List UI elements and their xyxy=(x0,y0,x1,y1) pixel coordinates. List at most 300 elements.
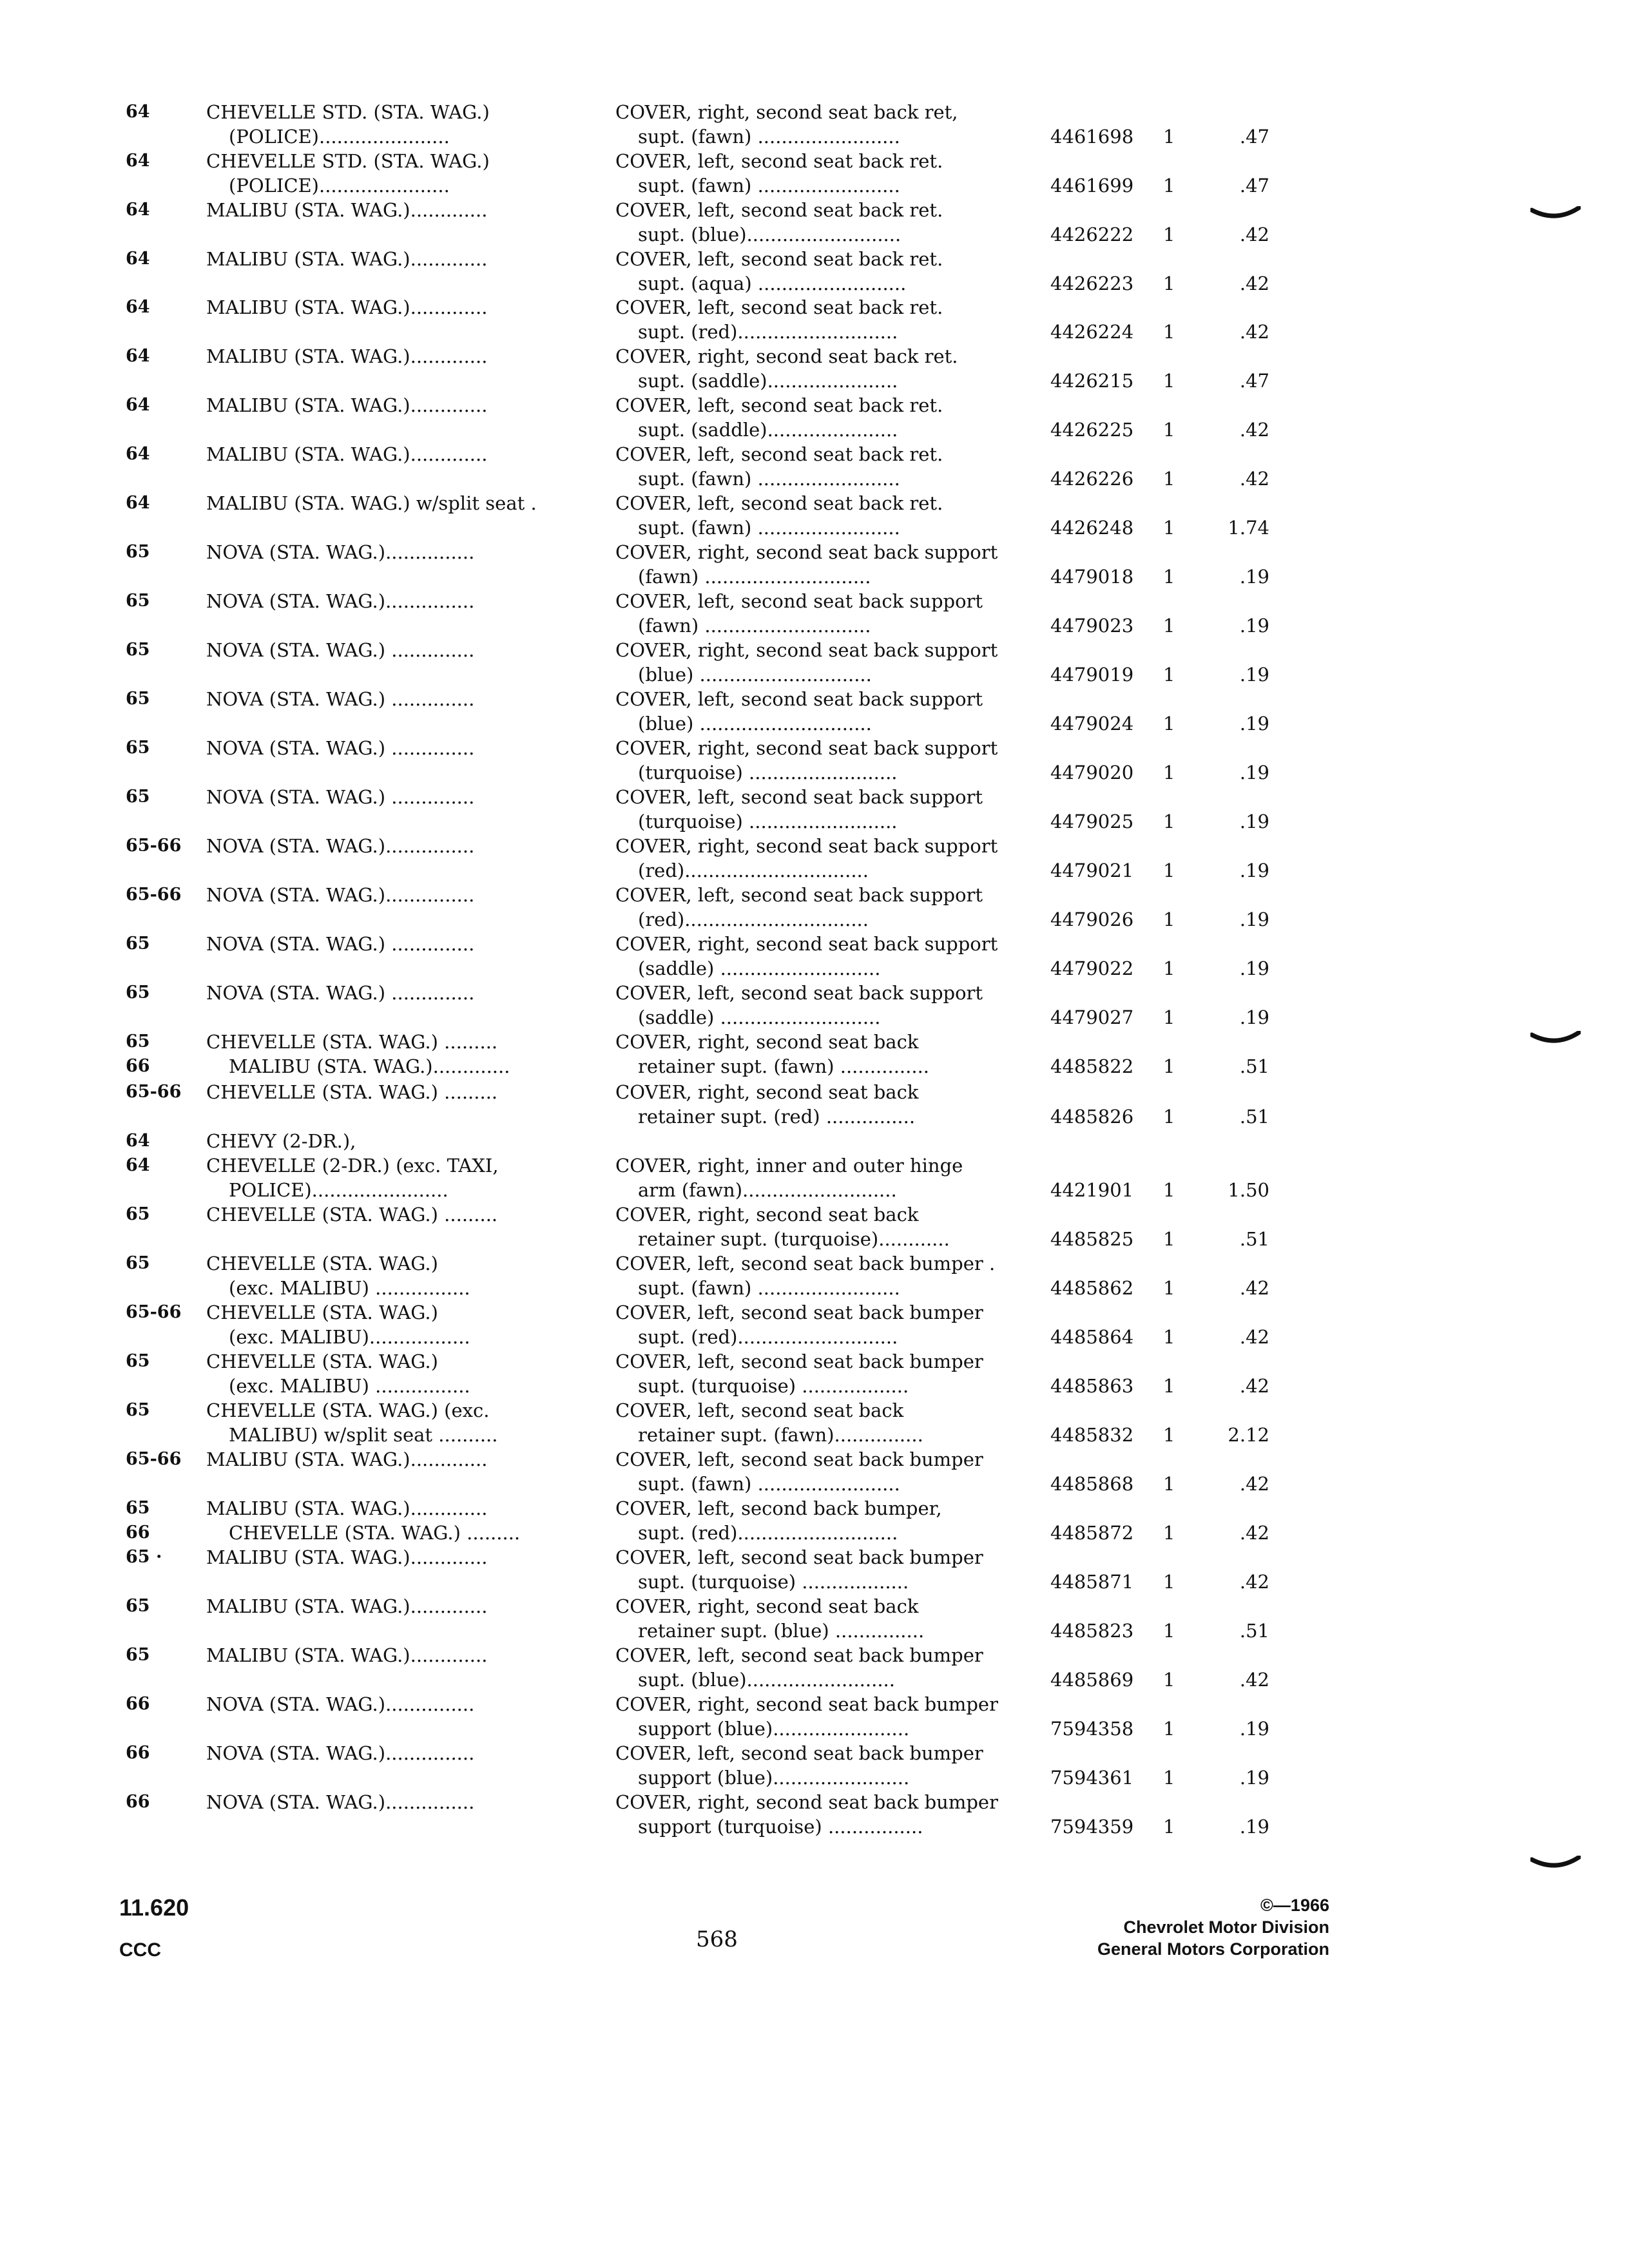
parts-entry xyxy=(0,198,1629,247)
entry-price: .42 xyxy=(1239,468,1269,490)
entry-description: COVER, left, second seat back bumper xyxy=(615,1644,983,1666)
entry-part-number: 4421901 xyxy=(1050,1179,1134,1201)
entry-price: .19 xyxy=(1239,1767,1269,1789)
entry-quantity: 1 xyxy=(1163,1816,1175,1838)
entry-price: .47 xyxy=(1239,175,1269,197)
entry-model: MALIBU (STA. WAG.)............. xyxy=(206,1497,488,1519)
entry-description-cont: supt. (red)........................... xyxy=(638,1522,898,1544)
entry-description: COVER, right, second seat back xyxy=(615,1595,919,1617)
entry-description: COVER, left, second seat back ret. xyxy=(615,394,943,416)
corporation-name: General Motors Corporation xyxy=(1097,1939,1329,1959)
entry-part-number: 4485826 xyxy=(1050,1106,1134,1128)
entry-part-number: 7594358 xyxy=(1050,1718,1134,1740)
entry-quantity: 1 xyxy=(1163,1375,1175,1397)
entry-description: COVER, right, second seat back xyxy=(615,1081,919,1103)
entry-description-cont: retainer supt. (red) ............... xyxy=(638,1106,916,1128)
entry-price: .19 xyxy=(1239,566,1269,588)
parts-entry xyxy=(0,1447,1629,1496)
entry-quantity: 1 xyxy=(1163,566,1175,588)
entry-description-cont: supt. (fawn) ........................ xyxy=(638,175,900,197)
entry-year-cont: 66 xyxy=(126,1523,150,1542)
entry-description: COVER, left, second seat back bumper xyxy=(615,1302,983,1323)
parts-entry xyxy=(0,932,1629,981)
parts-entry xyxy=(0,1741,1629,1790)
entry-description-cont: supt. (turquoise) .................. xyxy=(638,1375,909,1397)
entry-description: COVER, left, second seat back ret. xyxy=(615,296,943,318)
entry-part-number: 4426248 xyxy=(1050,517,1134,539)
entry-year: 66 xyxy=(126,1792,150,1812)
entry-price: .19 xyxy=(1239,615,1269,637)
entry-description-cont: (turquoise) ......................... xyxy=(638,762,898,783)
entry-price: .19 xyxy=(1239,1718,1269,1740)
entry-year: 65 xyxy=(126,1645,150,1665)
entry-description: COVER, left, second seat back support xyxy=(615,786,983,808)
entry-model: MALIBU (STA. WAG.)............. xyxy=(206,199,488,221)
copyright-notice: ©—1966 xyxy=(1260,1896,1329,1915)
entry-part-number: 4461698 xyxy=(1050,126,1134,148)
entry-model: MALIBU (STA. WAG.)............. xyxy=(206,394,488,416)
entry-year: 64 xyxy=(126,346,150,366)
entry-description: COVER, right, second seat back bumper xyxy=(615,1791,998,1813)
entry-part-number: 4479026 xyxy=(1050,908,1134,930)
entry-part-number: 4485832 xyxy=(1050,1424,1134,1446)
entry-description: COVER, left, second seat back ret. xyxy=(615,150,943,172)
entry-year: 65 xyxy=(126,787,150,807)
entry-year: 65 xyxy=(126,542,150,562)
entry-year: 64 xyxy=(126,1155,150,1175)
entry-year: 65 xyxy=(126,1596,150,1616)
entry-price: .42 xyxy=(1239,1571,1269,1593)
entry-description: COVER, right, inner and outer hinge xyxy=(615,1155,963,1177)
entry-quantity: 1 xyxy=(1163,1055,1175,1077)
entry-quantity: 1 xyxy=(1163,1277,1175,1299)
parts-entry xyxy=(0,834,1629,883)
entry-model: CHEVELLE (STA. WAG.) (exc. xyxy=(206,1399,490,1421)
entry-description: COVER, left, second seat back bumper xyxy=(615,1350,983,1372)
entry-part-number: 4426215 xyxy=(1050,370,1134,392)
entry-model: MALIBU (STA. WAG.)............. xyxy=(206,1595,488,1617)
entry-price: .42 xyxy=(1239,1473,1269,1495)
entry-year: 64 xyxy=(126,151,150,171)
entry-quantity: 1 xyxy=(1163,1571,1175,1593)
parts-entry xyxy=(0,981,1629,1030)
entry-description: COVER, left, second seat back bumper xyxy=(615,1448,983,1470)
entry-year: 65 xyxy=(126,1400,150,1420)
entry-quantity: 1 xyxy=(1163,762,1175,783)
parts-entry xyxy=(0,1545,1629,1594)
entry-model: CHEVY (2-DR.), xyxy=(206,1130,356,1152)
entry-model-cont: MALIBU) w/split seat .......... xyxy=(229,1424,498,1446)
entry-description-cont: (turquoise) ......................... xyxy=(638,811,898,832)
parts-entry xyxy=(0,1496,1629,1545)
entry-year: 66 xyxy=(126,1694,150,1714)
entry-price: .42 xyxy=(1239,1522,1269,1544)
entry-description: COVER, right, second seat back ret. xyxy=(615,345,958,367)
entry-description: COVER, left, second seat back bumper . xyxy=(615,1253,996,1274)
entry-price: .42 xyxy=(1239,1375,1269,1397)
entry-part-number: 4485869 xyxy=(1050,1669,1134,1691)
entry-model: MALIBU (STA. WAG.)............. xyxy=(206,248,488,270)
entry-description: COVER, left, second seat back bumper xyxy=(615,1742,983,1764)
entry-model: MALIBU (STA. WAG.)............. xyxy=(206,345,488,367)
entry-price: .42 xyxy=(1239,224,1269,245)
entry-model-cont: (exc. MALIBU) ................ xyxy=(229,1375,470,1397)
entry-quantity: 1 xyxy=(1163,1228,1175,1250)
entry-year: 64 xyxy=(126,102,150,122)
entry-description-cont: arm (fawn).......................... xyxy=(638,1179,897,1201)
entry-year: 65-66 xyxy=(126,1082,182,1102)
entry-year: 65 xyxy=(126,1253,150,1273)
entry-year: 65 xyxy=(126,738,150,758)
entry-model: NOVA (STA. WAG.) .............. xyxy=(206,982,475,1004)
entry-description-cont: supt. (red)........................... xyxy=(638,1326,898,1348)
entry-description-cont: supt. (fawn) ........................ xyxy=(638,126,900,148)
parts-entry xyxy=(0,149,1629,198)
entry-quantity: 1 xyxy=(1163,175,1175,197)
entry-model-cont: MALIBU (STA. WAG.)............. xyxy=(229,1055,510,1077)
entry-price: .19 xyxy=(1239,1816,1269,1838)
entry-part-number: 4485822 xyxy=(1050,1055,1134,1077)
entry-model: NOVA (STA. WAG.)............... xyxy=(206,835,475,857)
parts-entry xyxy=(0,1153,1629,1202)
entry-part-number: 4461699 xyxy=(1050,175,1134,197)
entry-year: 65 xyxy=(126,1351,150,1371)
entry-quantity: 1 xyxy=(1163,1473,1175,1495)
parts-entry xyxy=(0,344,1629,393)
entry-part-number: 4485825 xyxy=(1050,1228,1134,1250)
entry-quantity: 1 xyxy=(1163,615,1175,637)
entry-description: COVER, left, second seat back support xyxy=(615,590,983,612)
parts-entry xyxy=(0,1398,1629,1447)
entry-description-cont: (fawn) ............................ xyxy=(638,615,871,637)
entry-price: .19 xyxy=(1239,713,1269,735)
parts-entry xyxy=(0,1300,1629,1349)
section-code: CCC xyxy=(119,1939,161,1961)
entry-part-number: 4479021 xyxy=(1050,860,1134,881)
entry-part-number: 7594359 xyxy=(1050,1816,1134,1838)
entry-description-cont: (blue) ............................. xyxy=(638,664,872,686)
entry-quantity: 1 xyxy=(1163,1179,1175,1201)
entry-price: .42 xyxy=(1239,1277,1269,1299)
entry-part-number: 4426226 xyxy=(1050,468,1134,490)
entry-model-cont: CHEVELLE (STA. WAG.) ......... xyxy=(229,1522,521,1544)
page-number: 568 xyxy=(696,1927,738,1952)
entry-part-number: 4426223 xyxy=(1050,273,1134,294)
entry-quantity: 1 xyxy=(1163,1620,1175,1642)
entry-description-cont: (saddle) ........................... xyxy=(638,957,881,979)
entry-price: .19 xyxy=(1239,811,1269,832)
division-name: Chevrolet Motor Division xyxy=(1123,1917,1329,1937)
entry-model-cont: (POLICE)...................... xyxy=(229,175,450,197)
parts-entry xyxy=(0,1692,1629,1741)
entry-model: CHEVELLE STD. (STA. WAG.) xyxy=(206,101,490,123)
entry-model: CHEVELLE (STA. WAG.) ......... xyxy=(206,1031,498,1053)
entry-model: CHEVELLE (2-DR.) (exc. TAXI, xyxy=(206,1155,499,1177)
entry-year: 65 xyxy=(126,591,150,611)
entry-price: .51 xyxy=(1239,1620,1269,1642)
entry-model-cont: (exc. MALIBU)................. xyxy=(229,1326,470,1348)
entry-year: 65 xyxy=(126,640,150,660)
entry-price: .51 xyxy=(1239,1106,1269,1128)
entry-part-number: 4485862 xyxy=(1050,1277,1134,1299)
entry-description-cont: (red)............................... xyxy=(638,908,869,930)
entry-price: .47 xyxy=(1239,370,1269,392)
entry-part-number: 4479025 xyxy=(1050,811,1134,832)
entry-price: .51 xyxy=(1239,1055,1269,1077)
entry-description: COVER, right, second seat back ret, xyxy=(615,101,958,123)
parts-entry xyxy=(0,785,1629,834)
entry-price: .19 xyxy=(1239,957,1269,979)
parts-entry xyxy=(0,1251,1629,1300)
entry-description-cont: supt. (red)........................... xyxy=(638,321,898,343)
parts-entry xyxy=(0,295,1629,344)
parts-entry xyxy=(0,1030,1629,1079)
entry-part-number: 4485863 xyxy=(1050,1375,1134,1397)
entry-price: 2.12 xyxy=(1228,1424,1269,1446)
entry-description: COVER, left, second seat back ret. xyxy=(615,248,943,270)
entry-year: 65 xyxy=(126,934,150,954)
entry-part-number: 4485868 xyxy=(1050,1473,1134,1495)
entry-model-cont: (exc. MALIBU) ................ xyxy=(229,1277,470,1299)
entry-description-cont: (blue) ............................. xyxy=(638,713,872,735)
entry-model: MALIBU (STA. WAG.)............. xyxy=(206,443,488,465)
entry-quantity: 1 xyxy=(1163,1767,1175,1789)
entry-quantity: 1 xyxy=(1163,664,1175,686)
parts-entry xyxy=(0,1790,1629,1839)
entry-year: 64 xyxy=(126,249,150,269)
entry-model: MALIBU (STA. WAG.)............. xyxy=(206,1644,488,1666)
entry-quantity: 1 xyxy=(1163,1718,1175,1740)
entry-quantity: 1 xyxy=(1163,370,1175,392)
entry-model: NOVA (STA. WAG.) .............. xyxy=(206,688,475,710)
entry-quantity: 1 xyxy=(1163,713,1175,735)
entry-quantity: 1 xyxy=(1163,860,1175,881)
entry-description: COVER, left, second seat back support xyxy=(615,688,983,710)
parts-entry xyxy=(0,1594,1629,1643)
parts-entry xyxy=(0,589,1629,638)
parts-entry xyxy=(0,393,1629,442)
entry-quantity: 1 xyxy=(1163,1522,1175,1544)
entry-part-number: 4426225 xyxy=(1050,419,1134,441)
entry-description-cont: supt. (aqua) ......................... xyxy=(638,273,907,294)
entry-description-cont: supt. (fawn) ........................ xyxy=(638,1277,900,1299)
entry-description: COVER, right, second seat back support xyxy=(615,933,998,955)
entry-quantity: 1 xyxy=(1163,126,1175,148)
parts-entry xyxy=(0,540,1629,589)
entry-description: COVER, right, second seat back support xyxy=(615,737,998,759)
entry-model: NOVA (STA. WAG.)............... xyxy=(206,884,475,906)
entry-price: .42 xyxy=(1239,419,1269,441)
entry-description: COVER, left, second seat back ret. xyxy=(615,199,943,221)
entry-model: NOVA (STA. WAG.)............... xyxy=(206,1791,475,1813)
entry-quantity: 1 xyxy=(1163,419,1175,441)
entry-price: .19 xyxy=(1239,908,1269,930)
entry-description-cont: support (blue)....................... xyxy=(638,1718,910,1740)
entry-year-cont: 66 xyxy=(126,1056,150,1076)
entry-description: COVER, right, second seat back support xyxy=(615,639,998,661)
entry-part-number: 4479024 xyxy=(1050,713,1134,735)
parts-entry xyxy=(0,1349,1629,1398)
entry-model: MALIBU (STA. WAG.)............. xyxy=(206,1546,488,1568)
entry-quantity: 1 xyxy=(1163,468,1175,490)
entry-year: 64 xyxy=(126,200,150,220)
entry-description-cont: supt. (blue).......................... xyxy=(638,224,901,245)
parts-entry xyxy=(0,1080,1629,1129)
entry-model-cont: (POLICE)...................... xyxy=(229,126,450,148)
entry-model: NOVA (STA. WAG.) .............. xyxy=(206,786,475,808)
entry-year: 64 xyxy=(126,493,150,513)
parts-entry xyxy=(0,442,1629,491)
entry-description-cont: (fawn) ............................ xyxy=(638,566,871,588)
entry-part-number: 4479022 xyxy=(1050,957,1134,979)
entry-quantity: 1 xyxy=(1163,957,1175,979)
entry-description: COVER, left, second seat back ret. xyxy=(615,443,943,465)
entry-price: .19 xyxy=(1239,664,1269,686)
entry-description-cont: supt. (turquoise) .................. xyxy=(638,1571,909,1593)
entry-description-cont: supt. (saddle)...................... xyxy=(638,370,898,392)
entry-quantity: 1 xyxy=(1163,811,1175,832)
entry-year: 64 xyxy=(126,1131,150,1151)
entry-year: 65 xyxy=(126,1032,150,1052)
entry-year: 64 xyxy=(126,444,150,464)
entry-description-cont: supt. (fawn) ........................ xyxy=(638,517,900,539)
entry-quantity: 1 xyxy=(1163,908,1175,930)
parts-entry xyxy=(0,638,1629,687)
entry-year: 64 xyxy=(126,395,150,415)
entry-price: .51 xyxy=(1239,1228,1269,1250)
parts-entry xyxy=(0,247,1629,296)
entry-price: 1.74 xyxy=(1228,517,1269,539)
entry-quantity: 1 xyxy=(1163,224,1175,245)
entry-description-cont: (saddle) ........................... xyxy=(638,1006,881,1028)
entry-description: COVER, right, second seat back bumper xyxy=(615,1693,998,1715)
entry-quantity: 1 xyxy=(1163,1006,1175,1028)
parts-entry xyxy=(0,687,1629,736)
entry-year: 65 · xyxy=(126,1547,162,1567)
parts-entry xyxy=(0,736,1629,785)
entry-description: COVER, left, second seat back ret. xyxy=(615,492,943,514)
entry-model: NOVA (STA. WAG.) .............. xyxy=(206,737,475,759)
entry-model: CHEVELLE (STA. WAG.) ......... xyxy=(206,1081,498,1103)
entry-model: CHEVELLE STD. (STA. WAG.) xyxy=(206,150,490,172)
entry-part-number: 4479019 xyxy=(1050,664,1134,686)
entry-year: 65-66 xyxy=(126,1302,182,1322)
entry-quantity: 1 xyxy=(1163,1424,1175,1446)
entry-price: 1.50 xyxy=(1228,1179,1269,1201)
entry-price: .19 xyxy=(1239,860,1269,881)
entry-description: COVER, right, second seat back xyxy=(615,1031,919,1053)
entry-year: 65 xyxy=(126,983,150,1003)
entry-part-number: 4426222 xyxy=(1050,224,1134,245)
parts-entry xyxy=(0,491,1629,540)
entry-year: 65 xyxy=(126,1204,150,1224)
entry-model: MALIBU (STA. WAG.) w/split seat . xyxy=(206,492,537,514)
entry-description-cont: support (turquoise) ................ xyxy=(638,1816,923,1838)
entry-quantity: 1 xyxy=(1163,1669,1175,1691)
binding-mark xyxy=(1530,206,1581,220)
entry-description: COVER, left, second seat back support xyxy=(615,884,983,906)
entry-model-cont: POLICE)....................... xyxy=(229,1179,448,1201)
entry-price: .42 xyxy=(1239,321,1269,343)
parts-entry xyxy=(0,100,1629,149)
entry-quantity: 1 xyxy=(1163,1326,1175,1348)
entry-model: CHEVELLE (STA. WAG.) ......... xyxy=(206,1204,498,1225)
entry-description-cont: supt. (saddle)...................... xyxy=(638,419,898,441)
parts-entry xyxy=(0,883,1629,932)
binding-mark xyxy=(1530,1031,1581,1045)
entry-part-number: 4479018 xyxy=(1050,566,1134,588)
entry-part-number: 7594361 xyxy=(1050,1767,1134,1789)
entry-model: CHEVELLE (STA. WAG.) xyxy=(206,1350,438,1372)
entry-description: COVER, left, second seat back xyxy=(615,1399,904,1421)
entry-part-number: 4485864 xyxy=(1050,1326,1134,1348)
entry-year: 64 xyxy=(126,297,150,317)
entry-model: CHEVELLE (STA. WAG.) xyxy=(206,1302,438,1323)
entry-quantity: 1 xyxy=(1163,517,1175,539)
entry-price: .19 xyxy=(1239,762,1269,783)
entry-part-number: 4485823 xyxy=(1050,1620,1134,1642)
entry-description-cont: retainer supt. (turquoise)............ xyxy=(638,1228,950,1250)
entry-part-number: 4479020 xyxy=(1050,762,1134,783)
entry-model: MALIBU (STA. WAG.)............. xyxy=(206,1448,488,1470)
entry-model: NOVA (STA. WAG.) .............. xyxy=(206,639,475,661)
parts-entry xyxy=(0,1643,1629,1692)
entry-part-number: 4485871 xyxy=(1050,1571,1134,1593)
entry-model: NOVA (STA. WAG.)............... xyxy=(206,541,475,563)
entry-description-cont: (red)............................... xyxy=(638,860,869,881)
entry-description-cont: supt. (fawn) ........................ xyxy=(638,1473,900,1495)
entry-price: .42 xyxy=(1239,1326,1269,1348)
entry-description: COVER, right, second seat back support xyxy=(615,835,998,857)
entry-description-cont: support (blue)....................... xyxy=(638,1767,910,1789)
entry-description-cont: retainer supt. (fawn) ............... xyxy=(638,1055,930,1077)
entry-part-number: 4479027 xyxy=(1050,1006,1134,1028)
parts-entry xyxy=(0,1202,1629,1251)
entry-year: 65-66 xyxy=(126,1449,182,1469)
entry-part-number: 4485872 xyxy=(1050,1522,1134,1544)
entry-description: COVER, right, second seat back support xyxy=(615,541,998,563)
entry-model: CHEVELLE (STA. WAG.) xyxy=(206,1253,438,1274)
entry-description: COVER, left, second seat back support xyxy=(615,982,983,1004)
entry-description-cont: retainer supt. (blue) ............... xyxy=(638,1620,925,1642)
entry-model: NOVA (STA. WAG.) .............. xyxy=(206,933,475,955)
entry-year: 65-66 xyxy=(126,885,182,905)
entry-quantity: 1 xyxy=(1163,321,1175,343)
entry-model: NOVA (STA. WAG.)............... xyxy=(206,590,475,612)
entry-model: NOVA (STA. WAG.)............... xyxy=(206,1693,475,1715)
entry-description: COVER, right, second seat back xyxy=(615,1204,919,1225)
binding-mark xyxy=(1530,1856,1581,1870)
entry-part-number: 4426224 xyxy=(1050,321,1134,343)
entry-quantity: 1 xyxy=(1163,273,1175,294)
entry-year: 65 xyxy=(126,1498,150,1518)
entry-description-cont: retainer supt. (fawn)............... xyxy=(638,1424,923,1446)
entry-model: MALIBU (STA. WAG.)............. xyxy=(206,296,488,318)
entry-year: 66 xyxy=(126,1743,150,1763)
entry-price: .42 xyxy=(1239,1669,1269,1691)
entry-part-number: 4479023 xyxy=(1050,615,1134,637)
entry-price: .47 xyxy=(1239,126,1269,148)
entry-price: .19 xyxy=(1239,1006,1269,1028)
entry-quantity: 1 xyxy=(1163,1106,1175,1128)
entry-description-cont: supt. (blue)......................... xyxy=(638,1669,895,1691)
entry-year: 65 xyxy=(126,689,150,709)
entry-description-cont: supt. (fawn) ........................ xyxy=(638,468,900,490)
entry-price: .42 xyxy=(1239,273,1269,294)
entry-description: COVER, left, second seat back bumper xyxy=(615,1546,983,1568)
entry-model: NOVA (STA. WAG.)............... xyxy=(206,1742,475,1764)
entry-description: COVER, left, second back bumper, xyxy=(615,1497,942,1519)
